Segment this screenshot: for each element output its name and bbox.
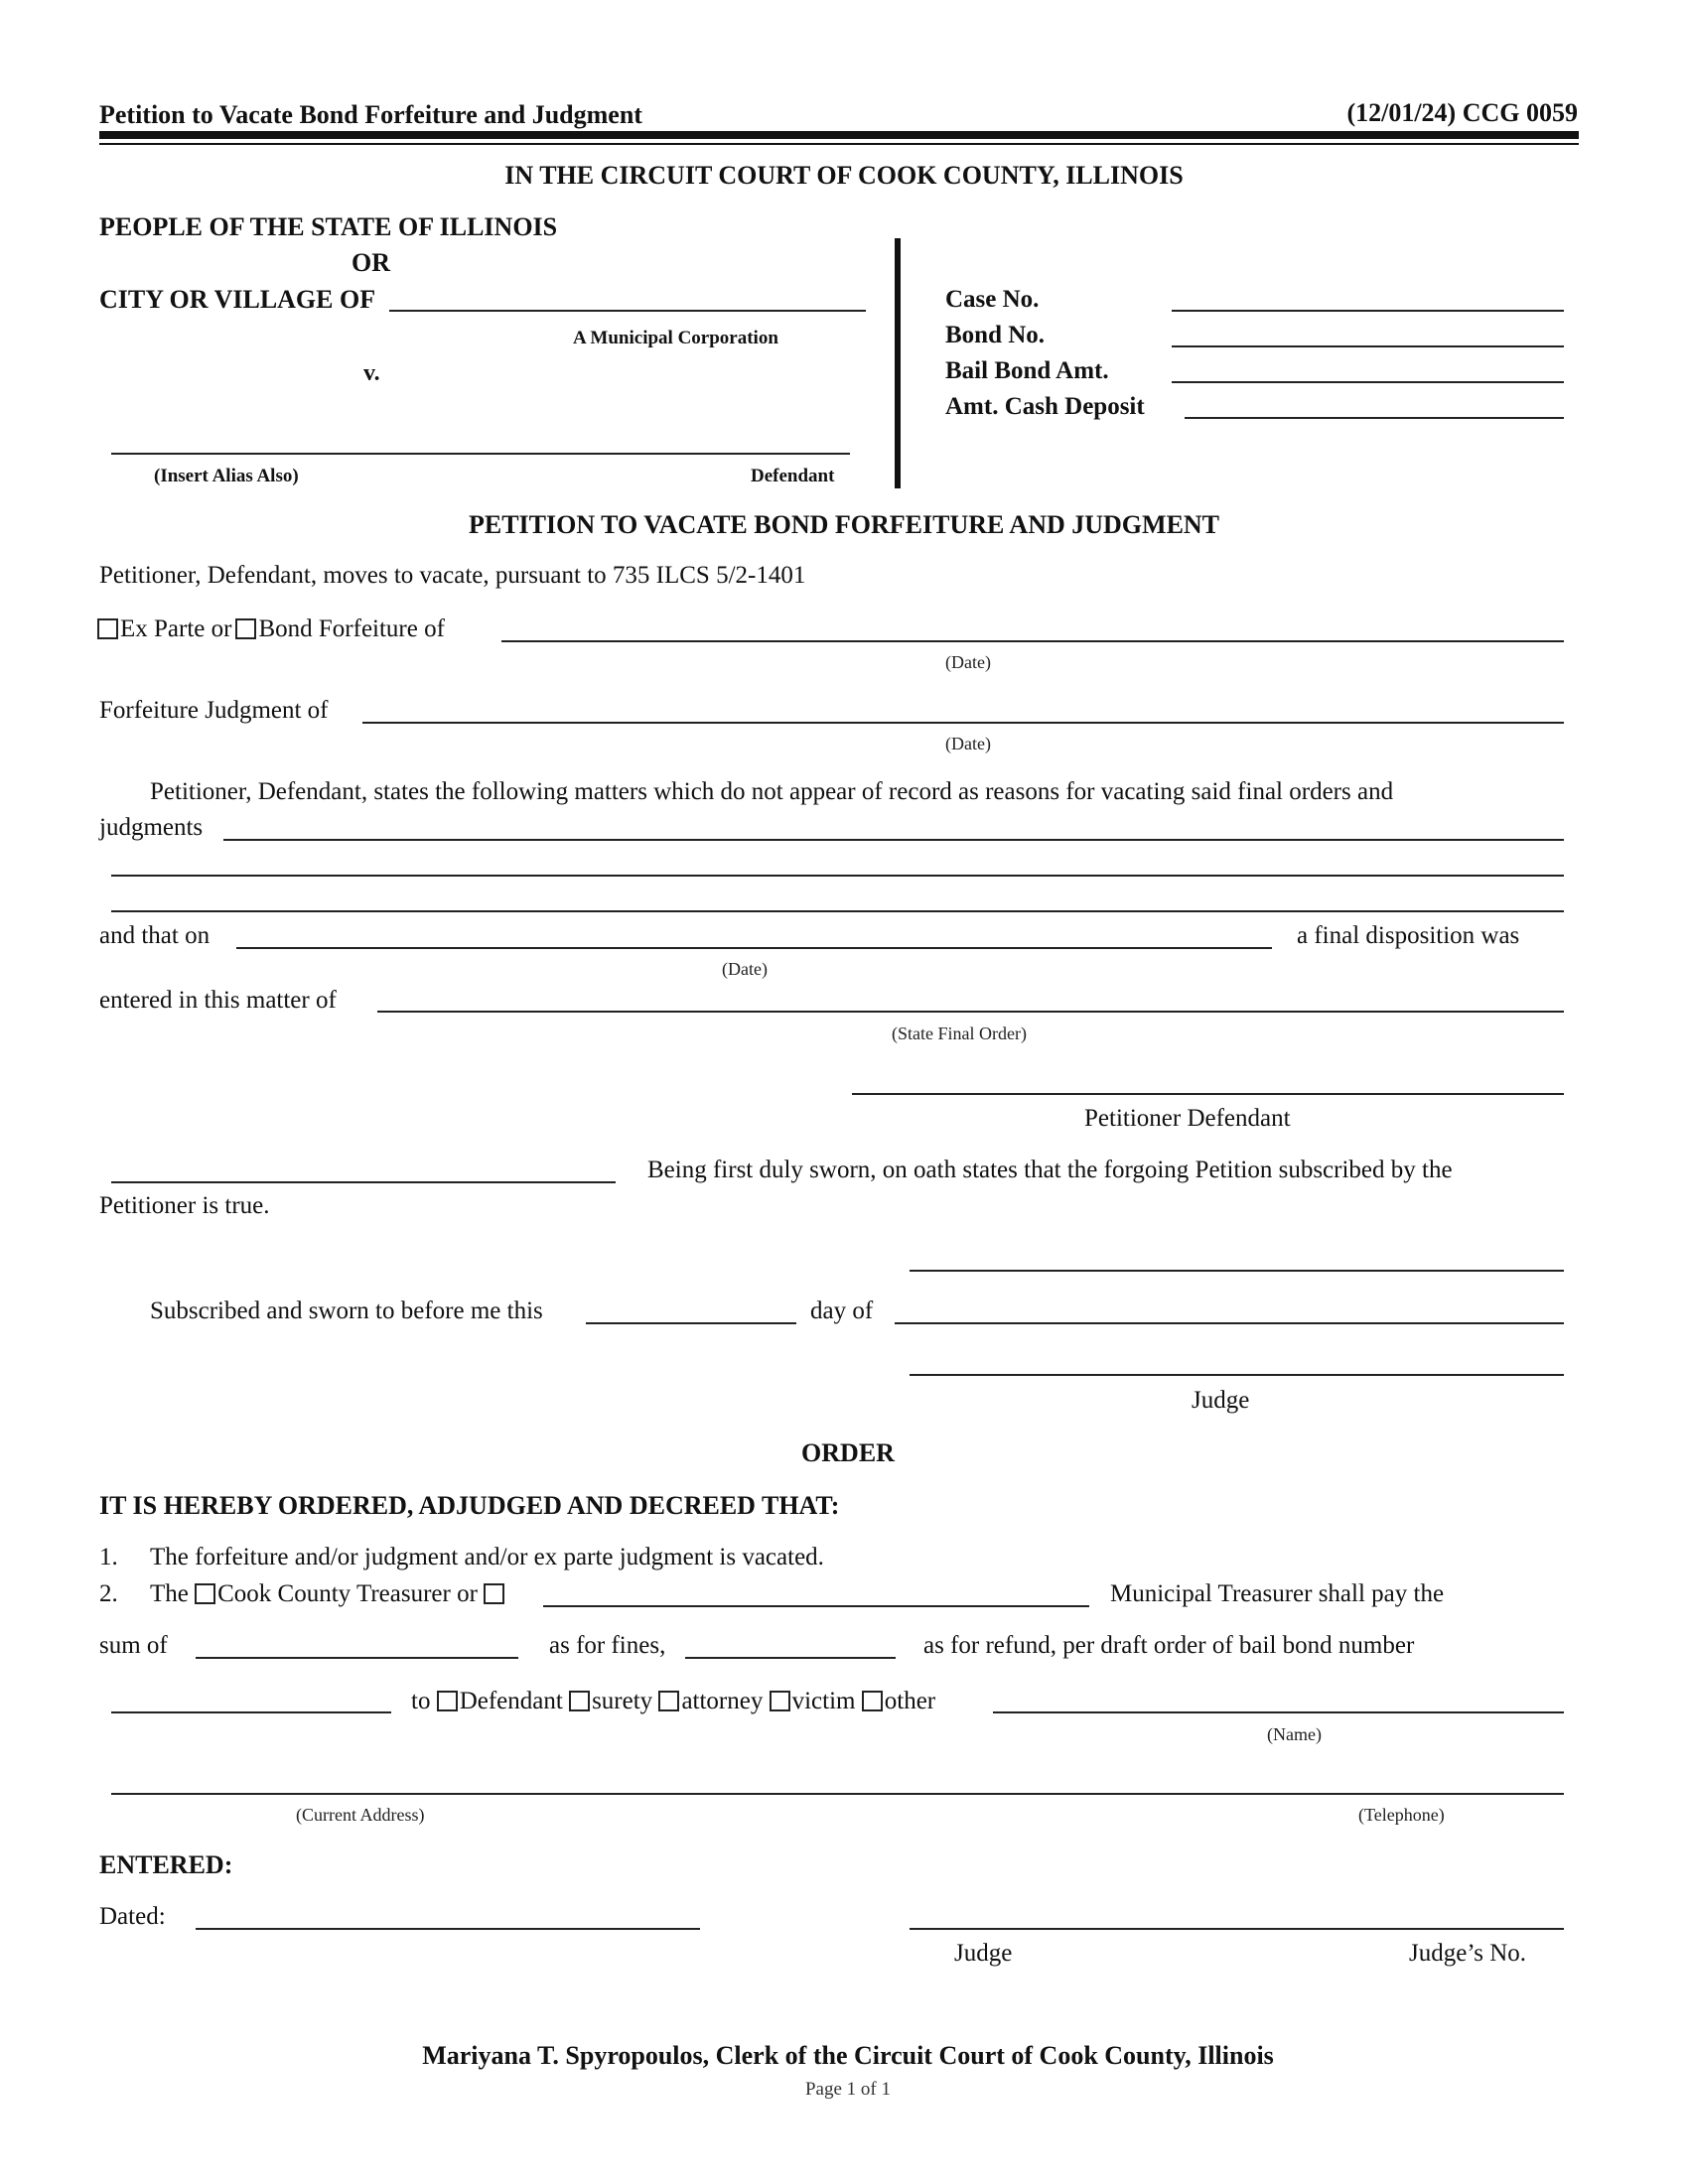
city-village-field[interactable] — [389, 310, 866, 312]
defendant-label: Defendant — [751, 466, 835, 486]
item2-number: 2. — [99, 1580, 118, 1607]
forfeiture-judgment-date-caption: (Date) — [945, 734, 991, 753]
day-of-label: day of — [810, 1297, 874, 1324]
ex-parte-label: Ex Parte or — [120, 615, 232, 642]
city-village-label: CITY OR VILLAGE OF — [99, 285, 376, 314]
defendant-payee-label: Defendant — [459, 1688, 563, 1714]
fines-label: as for fines, — [549, 1632, 666, 1659]
bond-forfeiture-date-field[interactable] — [501, 640, 1564, 642]
current-address-caption: (Current Address) — [296, 1805, 425, 1825]
petitioner-defendant-label: Petitioner Defendant — [1084, 1105, 1291, 1132]
being-sworn-text: Being first duly sworn, on oath states that the forgoing Petition subscribed by the — [647, 1157, 1453, 1183]
case-no-field[interactable] — [1172, 310, 1564, 312]
final-order-field[interactable] — [377, 1011, 1564, 1013]
bond-no-field[interactable] — [1172, 345, 1564, 347]
defendant-checkbox[interactable] — [437, 1691, 458, 1711]
amt-cash-deposit-label: Amt. Cash Deposit — [945, 393, 1145, 420]
case-no-label: Case No. — [945, 286, 1040, 313]
petition-intro: Petitioner, Defendant, moves to vacate, pursuant to 735 ILCS 5/2-1401 — [99, 562, 806, 589]
bail-bond-amt-label: Bail Bond Amt. — [945, 357, 1109, 384]
victim-label: victim — [791, 1688, 856, 1714]
item2-the: The — [150, 1580, 189, 1607]
item1-text: The forfeiture and/or judgment and/or ex parte judgment is vacated. — [150, 1544, 824, 1570]
defendant-name-field[interactable] — [111, 453, 850, 455]
page-number: Page 1 of 1 — [804, 2079, 891, 2100]
forfeiture-judgment-date-field[interactable] — [362, 722, 1564, 724]
reasons-line-3[interactable] — [111, 910, 1564, 912]
sworn-day-field[interactable] — [586, 1322, 796, 1324]
entered-matter-label: entered in this matter of — [99, 987, 337, 1014]
reasons-line-2[interactable] — [111, 875, 1564, 877]
telephone-caption: (Telephone) — [1358, 1805, 1445, 1825]
header-rule-thick — [99, 131, 1579, 139]
court-title: IN THE CIRCUIT COURT OF COOK COUNTY, ILLINOIS — [504, 161, 1184, 190]
disposition-date-caption: (Date) — [722, 959, 768, 979]
order-judge-label: Judge — [954, 1940, 1013, 1967]
payee-row — [411, 1688, 935, 1715]
payee-name-field[interactable] — [993, 1711, 1564, 1713]
to-label: to — [411, 1688, 431, 1714]
petitioner-signature-field[interactable] — [852, 1093, 1564, 1095]
header-rule-thin — [99, 143, 1579, 145]
entered-label: ENTERED: — [99, 1850, 233, 1879]
other-treasurer-checkbox[interactable] — [484, 1583, 504, 1604]
petitioner-true-text: Petitioner is true. — [99, 1192, 270, 1219]
municipal-treasurer-field[interactable] — [543, 1605, 1089, 1607]
cook-county-label: Cook County Treasurer or — [217, 1580, 478, 1607]
sworn-month-field[interactable] — [895, 1322, 1564, 1324]
petition-judge-label: Judge — [1192, 1387, 1250, 1414]
surety-label: surety — [592, 1688, 653, 1714]
disposition-date-field[interactable] — [236, 947, 1272, 949]
final-order-caption: (State Final Order) — [892, 1024, 1027, 1043]
surety-checkbox[interactable] — [569, 1691, 590, 1711]
municipal-treasurer-label: Municipal Treasurer shall pay the — [1110, 1580, 1445, 1607]
bail-bond-number-field[interactable] — [111, 1711, 391, 1713]
final-disposition-label: a final disposition was — [1297, 922, 1520, 949]
item2-treasurer-row — [150, 1580, 506, 1608]
address-telephone-field[interactable] — [111, 1793, 1564, 1795]
cook-county-checkbox[interactable] — [195, 1583, 215, 1604]
municipal-corp-label: A Municipal Corporation — [573, 328, 778, 348]
fines-amount-field[interactable] — [196, 1657, 518, 1659]
matters-text: Petitioner, Defendant, states the following matters which do not appear of record as reasons for vacating said final orders and — [150, 778, 1394, 805]
bond-forfeiture-date-caption: (Date) — [945, 652, 991, 672]
judges-no-label: Judge’s No. — [1409, 1940, 1527, 1967]
decree-text: IT IS HEREBY ORDERED, ADJUDGED AND DECREED THAT: — [99, 1491, 840, 1520]
and-that-on-label: and that on — [99, 922, 211, 949]
order-heading: ORDER — [801, 1438, 895, 1467]
petition-heading: PETITION TO VACATE BOND FORFEITURE AND JUDGMENT — [468, 510, 1220, 539]
forfeiture-judgment-label: Forfeiture Judgment of — [99, 697, 329, 724]
ex-parte-row — [97, 615, 445, 643]
attorney-checkbox[interactable] — [658, 1691, 679, 1711]
notary-line-1[interactable] — [910, 1270, 1564, 1272]
bail-bond-amt-field[interactable] — [1172, 381, 1564, 383]
attorney-label: attorney — [681, 1688, 764, 1714]
reasons-line-1[interactable] — [223, 839, 1564, 841]
form-code: (12/01/24) CCG 0059 — [1346, 98, 1578, 127]
other-label: other — [884, 1688, 936, 1714]
alias-note: (Insert Alias Also) — [154, 466, 299, 486]
judgments-label: judgments — [99, 814, 204, 841]
versus-label: v. — [363, 360, 380, 386]
item1-number: 1. — [99, 1544, 118, 1570]
subscribed-text: Subscribed and sworn to before me this — [150, 1297, 543, 1324]
dated-field[interactable] — [196, 1928, 700, 1930]
dated-label: Dated: — [99, 1903, 166, 1930]
refund-amount-field[interactable] — [685, 1657, 896, 1659]
clerk-footer: Mariyana T. Spyropoulos, Clerk of the Circuit Court of Cook County, Illinois — [422, 2041, 1274, 2070]
ex-parte-checkbox[interactable] — [97, 618, 118, 639]
victim-checkbox[interactable] — [770, 1691, 790, 1711]
caption-divider — [895, 238, 901, 488]
name-caption: (Name) — [1267, 1724, 1322, 1744]
sum-of-label: sum of — [99, 1632, 168, 1659]
refund-label: as for refund, per draft order of bail bond number — [923, 1632, 1415, 1659]
or-label: OR — [352, 248, 390, 277]
bond-no-label: Bond No. — [945, 322, 1046, 348]
bond-forfeiture-checkbox[interactable] — [235, 618, 256, 639]
bond-forfeiture-label: Bond Forfeiture of — [258, 615, 445, 642]
order-judge-signature[interactable] — [910, 1928, 1564, 1930]
form-title: Petition to Vacate Bond Forfeiture and Judgment — [99, 100, 642, 129]
amt-cash-deposit-field[interactable] — [1185, 417, 1564, 419]
other-checkbox[interactable] — [862, 1691, 883, 1711]
petition-judge-signature[interactable] — [910, 1374, 1564, 1376]
people-label: PEOPLE OF THE STATE OF ILLINOIS — [99, 212, 558, 241]
affiant-name-field[interactable] — [111, 1181, 616, 1183]
